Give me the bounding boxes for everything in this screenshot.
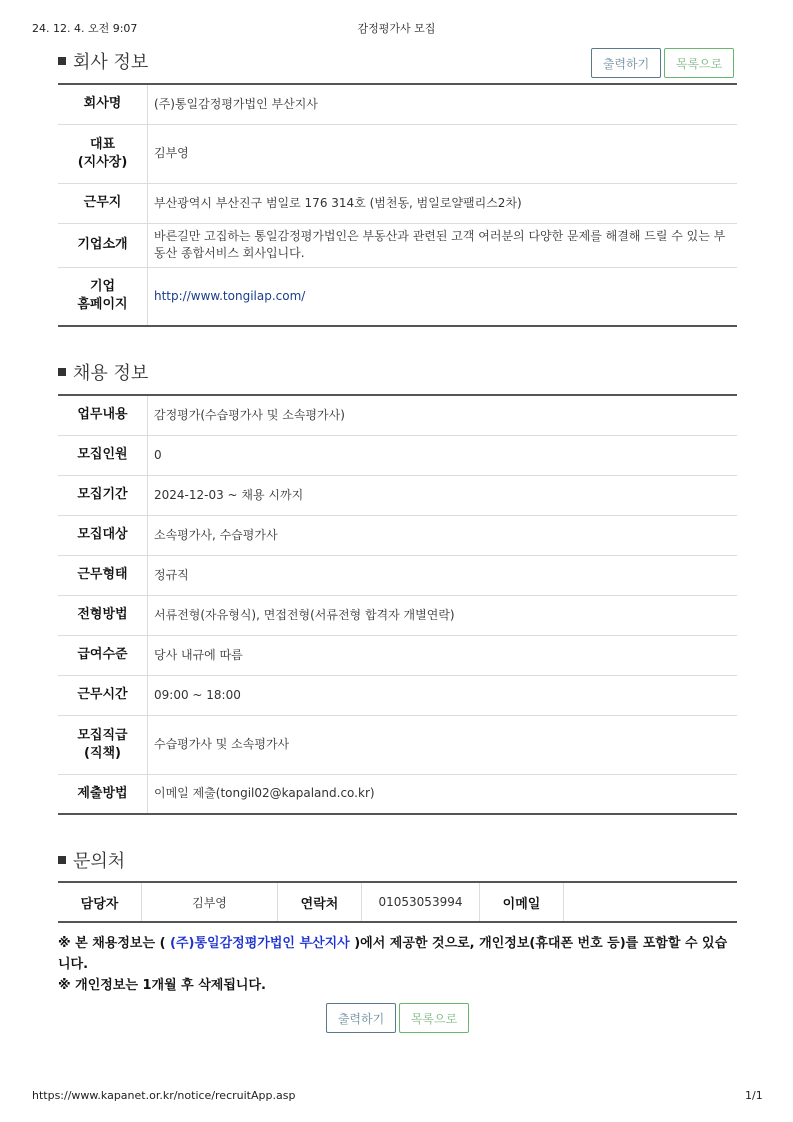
- field-label: 모집직급 (직책): [58, 715, 148, 774]
- list-button-top[interactable]: 목록으로: [664, 48, 734, 78]
- phone-label: 연락처: [278, 882, 362, 922]
- square-bullet-icon: [58, 57, 66, 65]
- table-row: [58, 183, 737, 223]
- field-value: 이메일 제출(tongil02@kapaland.co.kr): [154, 786, 375, 801]
- field-value: 0: [148, 435, 738, 475]
- field-label: 근무시간: [58, 675, 148, 715]
- table-row: [58, 267, 737, 326]
- contact-section-title: [58, 847, 125, 873]
- field-value: 당사 내규에 따름: [148, 635, 738, 675]
- field-value: 서류전형(자유형식), 면접전형(서류전형 합격자 개별연락): [148, 595, 738, 635]
- field-value: 바른길만 고집하는 통일감정평가법인은 부동산과 관련된 고객 여러분의 다양한 문제를 해결해 드릴 수 있는 부동산 종합서비스 회사입니다.: [148, 223, 738, 267]
- list-button-bottom[interactable]: 목록으로: [399, 1003, 469, 1033]
- field-label: 업무내용: [58, 395, 148, 435]
- field-value: 09:00 ~ 18:00: [148, 675, 738, 715]
- field-label: 기업소개: [58, 223, 148, 267]
- email-label: 이메일: [480, 882, 564, 922]
- field-label: 제출방법: [58, 774, 148, 814]
- company-info-table: [58, 83, 737, 327]
- field-label: 근무지: [58, 183, 148, 223]
- field-value: 부산광역시 부산진구 범일로 176 314호 (범천동, 범일로얄팰리스2차): [148, 183, 738, 223]
- manager-label: 담당자: [58, 882, 142, 922]
- print-title: 감정평가사 모집: [357, 22, 436, 35]
- field-label: 모집기간: [58, 475, 148, 515]
- field-label: 회사명: [58, 84, 148, 124]
- print-button-top[interactable]: 출력하기: [591, 48, 661, 78]
- print-button-bottom[interactable]: 출력하기: [326, 1003, 396, 1033]
- table-row: [58, 555, 737, 595]
- table-row: [58, 515, 737, 555]
- table-row: [58, 715, 737, 774]
- field-label: 전형방법: [58, 595, 148, 635]
- field-value: 2024-12-03 ~ 채용 시까지: [148, 475, 738, 515]
- field-value: [148, 267, 738, 326]
- field-value: 소속평가사, 수습평가사: [148, 515, 738, 555]
- print-page-number: 1/1: [745, 1089, 763, 1102]
- field-label: 모집대상: [58, 515, 148, 555]
- table-row: [58, 595, 737, 635]
- square-bullet-icon: [58, 856, 66, 864]
- notice-prefix: ※ 본 채용정보는 (: [58, 936, 171, 951]
- print-date: 24. 12. 4. 오전 9:07: [32, 22, 138, 35]
- field-label: 대표 (지사장): [58, 124, 148, 183]
- recruit-section-title: [58, 359, 148, 385]
- table-row: [58, 774, 737, 814]
- table-row: [58, 475, 737, 515]
- table-row: [58, 635, 737, 675]
- company-section-title: [58, 48, 148, 74]
- contact-table: [58, 881, 737, 923]
- notice-company: (주)통일감정평가법인 부산지사: [170, 936, 350, 951]
- field-value: (주)통일감정평가법인 부산지사: [148, 84, 738, 124]
- field-value: 정규직: [148, 555, 738, 595]
- field-label: 모집인원: [58, 435, 148, 475]
- table-row: [58, 675, 737, 715]
- field-value: 감정평가(수습평가사 및 소속평가사): [148, 395, 738, 435]
- contact-section-title-text: 문의처: [73, 851, 126, 872]
- table-row: [58, 882, 737, 922]
- manager-value: 김부영: [142, 882, 278, 922]
- field-label: 근무형태: [58, 555, 148, 595]
- print-url: https://www.kapanet.or.kr/notice/recruitApp.asp: [32, 1089, 296, 1102]
- square-bullet-icon: [58, 368, 66, 376]
- field-label: 기업 홈페이지: [58, 267, 148, 326]
- field-value: 김부영: [148, 124, 738, 183]
- notice-line-2: ※ 개인정보는 1개월 후 삭제됩니다.: [58, 978, 266, 993]
- field-label: 급여수준: [58, 635, 148, 675]
- email-value: [564, 882, 738, 922]
- table-row: [58, 435, 737, 475]
- field-value: 수습평가사 및 소속평가사: [148, 715, 738, 774]
- table-row: [58, 124, 737, 183]
- privacy-notice: [58, 933, 737, 996]
- notice-suffix: )에서 제공한 것으로, 개인정보(휴대폰 번호 등)를 포함할 수 있습니다.: [58, 936, 728, 972]
- table-row: [58, 84, 737, 124]
- table-row: [58, 223, 737, 267]
- homepage-link[interactable]: http://www.tongilap.com/: [154, 288, 306, 303]
- company-section-title-text: 회사 정보: [73, 52, 149, 73]
- recruit-info-table: [58, 394, 737, 815]
- recruit-section-title-text: 채용 정보: [73, 363, 149, 384]
- table-row: [58, 395, 737, 435]
- phone-value: 01053053994: [362, 882, 480, 922]
